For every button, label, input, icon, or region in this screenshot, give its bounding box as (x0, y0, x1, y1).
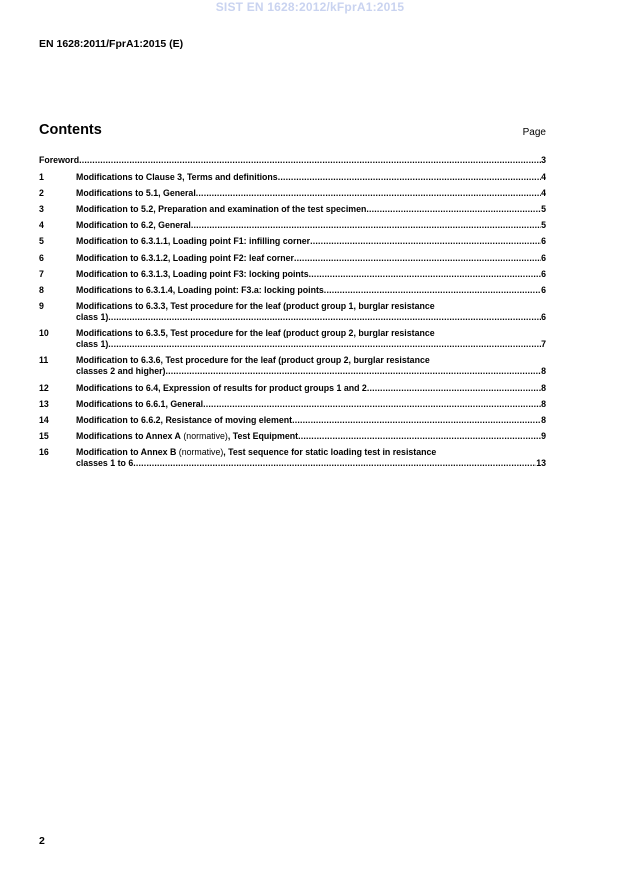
page-column-label: Page (522, 127, 546, 138)
toc-title-line2[interactable]: classes 2 and higher) (76, 366, 166, 377)
toc-number: 7 (39, 268, 44, 279)
toc-page: 13 (536, 458, 546, 469)
toc-number: 15 (39, 431, 49, 442)
toc-page: 9 (541, 431, 546, 442)
toc-entry[interactable] (39, 253, 546, 264)
toc-entry[interactable] (39, 269, 546, 280)
toc-title-part: Modifications to Annex A (76, 431, 181, 442)
toc-leader (298, 431, 541, 442)
toc-leader (203, 399, 541, 410)
toc-entry[interactable] (39, 328, 546, 350)
toc-title[interactable]: Modifications to Clause 3, Terms and definitions (76, 171, 278, 182)
contents-title: Contents (39, 122, 102, 138)
toc-title-part: , Test sequence for static loading test in resistance (223, 447, 437, 458)
toc-title-line1[interactable]: Modifications to 6.3.5, Test procedure for the leaf (product group 2, burglar resistance (76, 328, 435, 339)
toc-title-line1[interactable] (76, 447, 546, 458)
toc-entry[interactable] (39, 172, 546, 183)
toc-entry[interactable] (39, 220, 546, 231)
toc-leader (108, 312, 541, 323)
toc-title-line1[interactable]: Modifications to 6.3.3, Test procedure for the leaf (product group 1, burglar resistance (76, 301, 435, 312)
toc-title[interactable]: Modification to 6.3.1.3, Loading point F3: locking points (76, 268, 309, 279)
toc-number: 2 (39, 187, 44, 198)
toc-page: 4 (541, 171, 546, 182)
toc-page: 8 (541, 398, 546, 409)
toc-entry[interactable] (39, 236, 546, 247)
toc-entry[interactable] (39, 447, 546, 469)
toc-title[interactable]: Modifications to 6.4, Expression of results for product groups 1 and 2 (76, 382, 367, 393)
toc-entry[interactable] (39, 431, 546, 442)
toc-number: 10 (39, 328, 49, 339)
toc-title[interactable]: Modification to 6.6.2, Resistance of moving element (76, 415, 293, 426)
toc-leader (196, 188, 541, 199)
toc-title[interactable] (76, 431, 298, 442)
toc-page: 4 (541, 187, 546, 198)
toc-title-normative: (normative) (176, 447, 224, 458)
toc-leader (292, 415, 541, 426)
toc-title-line2[interactable]: class 1) (76, 312, 109, 323)
toc-page: 6 (541, 284, 546, 295)
toc-title[interactable]: Modifications to 6.3.1.4, Loading point: F3.a: locking points (76, 284, 324, 295)
toc-leader (278, 172, 541, 183)
toc-leader (367, 383, 541, 394)
toc-leader (309, 269, 541, 280)
toc-entry[interactable] (39, 188, 546, 199)
toc-entry[interactable] (39, 204, 546, 215)
toc-title[interactable]: Modification to 5.2, Preparation and examination of the test specimen (76, 203, 367, 214)
toc-entry-foreword[interactable] (39, 155, 546, 166)
toc-number: 13 (39, 398, 49, 409)
toc-page: 8 (541, 382, 546, 393)
toc-page: 7 (541, 339, 546, 350)
toc-entry[interactable] (39, 383, 546, 394)
toc-page: 5 (541, 203, 546, 214)
toc-title[interactable]: Modifications to 5.1, General (76, 187, 196, 198)
toc-title[interactable]: Modification to 6.3.1.2, Loading point F2: leaf corner (76, 252, 294, 263)
toc-page: 6 (541, 268, 546, 279)
toc-leader (165, 366, 541, 377)
toc-title-part: , Test Equipment (227, 431, 299, 442)
watermark: SIST EN 1628:2012/kFprA1:2015 (215, 0, 405, 14)
toc-page: 8 (541, 366, 546, 377)
toc-title[interactable]: Modifications to 6.6.1, General (76, 398, 204, 409)
toc-leader (79, 155, 541, 166)
toc-title-line2[interactable]: class 1) (76, 339, 109, 350)
toc-title-normative: (normative) (180, 431, 228, 442)
toc-leader (324, 285, 541, 296)
toc-number: 11 (39, 355, 49, 366)
toc-page: 5 (541, 220, 546, 231)
toc-page: 6 (541, 252, 546, 263)
document-id: EN 1628:2011/FprA1:2015 (E) (39, 38, 184, 50)
toc-entry[interactable] (39, 285, 546, 296)
toc-number: 16 (39, 447, 49, 458)
toc-entry[interactable] (39, 415, 546, 426)
toc-title-line2[interactable]: classes 1 to 6 (76, 458, 134, 469)
page-number: 2 (39, 835, 45, 847)
toc-page: 3 (541, 155, 546, 165)
toc-title[interactable]: Modification to 6.2, General (76, 220, 191, 231)
toc-number: 8 (39, 284, 44, 295)
toc-number: 3 (39, 203, 44, 214)
toc-leader (133, 458, 536, 469)
toc-number: 14 (39, 415, 49, 426)
toc-number: 9 (39, 301, 44, 312)
toc-page: 8 (541, 415, 546, 426)
toc-number: 6 (39, 252, 44, 263)
toc-entry[interactable] (39, 355, 546, 377)
toc-page: 6 (541, 312, 546, 323)
toc-leader (108, 339, 541, 350)
toc-number: 1 (39, 171, 44, 182)
toc-entry[interactable] (39, 301, 546, 323)
toc-entry[interactable] (39, 399, 546, 410)
toc-number: 5 (39, 236, 44, 247)
toc-number: 12 (39, 382, 49, 393)
toc-title[interactable]: Foreword (39, 155, 80, 165)
toc-leader (294, 253, 541, 264)
table-of-contents (39, 155, 546, 475)
toc-leader (310, 236, 541, 247)
toc-title-part: Modification to Annex B (76, 447, 177, 458)
toc-leader (366, 204, 541, 215)
toc-number: 4 (39, 220, 44, 231)
toc-page: 6 (541, 236, 546, 247)
toc-leader (191, 220, 541, 231)
toc-title-line1[interactable]: Modification to 6.3.6, Test procedure for the leaf (product group 2, burglar resistance (76, 355, 430, 366)
toc-title[interactable]: Modification to 6.3.1.1, Loading point F1: infilling corner (76, 236, 311, 247)
